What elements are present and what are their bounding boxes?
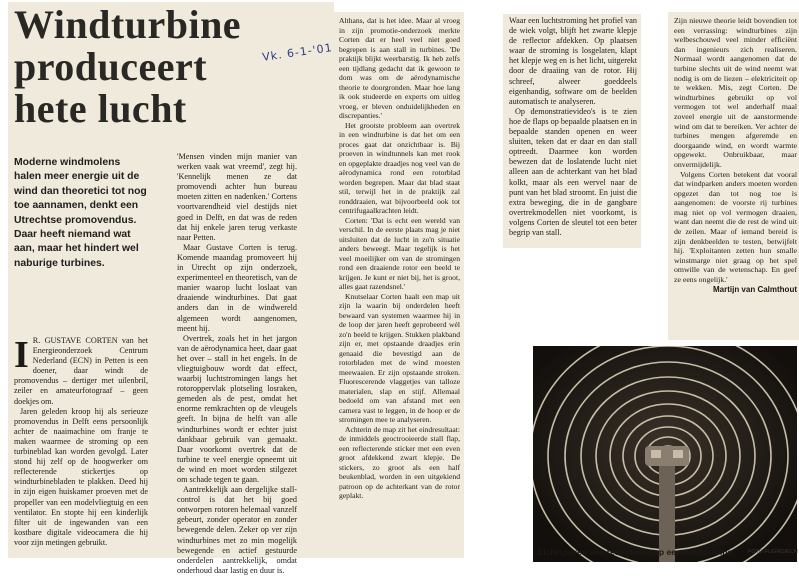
photo-credit: FOTO FUGRO/ECN (748, 549, 798, 555)
handwritten-date: Vk. 6-1-'01 (261, 41, 334, 64)
article-column-2 (177, 152, 297, 576)
photo-caption: Lichtsporen van reflectoren op een windturbine. (538, 547, 735, 557)
col4-paragraph-2: Op demonstratievideo's is te zien hoe de flaps op bepaalde plaatsen en in bepaalde standen openen en weer sluiten, teken dat er daar en dan stall optreedt. Daarmee kon worden bewezen dat de loslatende lucht niet alleen aan de achterkant van het blad kolkt, maar als een wervel naar de punt van het blad stroomt. En juist die extra beweging, die in de gangbare overtrekmodellen niet voorkomt, is volgens Corten de sleutel tot een beter begrip van stall. (509, 106, 637, 237)
col2-paragraph-2: Maar Gustave Corten is terug. Komende maandag promoveert hij in Utrecht op zijn onderzoek, experimenteel en theoretisch, van de manier waarop lucht loslaat van draaiende windturbines. Dat gaat anders dan in de windwereld algemeen wordt aangenomen, meent hij. (177, 242, 297, 333)
col4-paragraph-1: Waar een luchtstroming het profiel van de wiek volgt, blijft het zwarte klepje de reflector afdekken. Op plaatsen waar de stroming is losgelaten, klapt het klepje weg en is het licht, uitgerekt door de draaiing van de rotor. Hij schreef, alweer goeddeels eigenhandig, software om de beelden automatisch te analyseren. (509, 16, 637, 106)
lead-paragraph: Moderne windmolens halen meer energie uit de wind dan theoretici tot nog toe aannamen, denkt een Utrechtse promovendus. Daar heeft niemand wat aan, maar het hindert wel naburige turbines. (14, 157, 147, 269)
headline (14, 4, 254, 130)
col3-paragraph-3: Corten: 'Dat is echt een wereld van verschil. In de eerste plaats mag je niet uitsluiten dat de lucht in zo'n situatie anders beweegt. Maar tegelijk is het veel moeilijker om van de stromingen rond een draaiende rotor een beeld te krijgen. Je kunt er niet bij, het is groot, alles gaat razendsnel.' (339, 215, 460, 291)
col3-paragraph-1: Althans, dat is het idee. Maar al vroeg in zijn promotie-onderzoek merkte Corten dat er heel veel niet goed begrepen is aan stall in turbines. 'De praktijk blijkt weerbarstig. Ik heb zelfs een tijdlang gedacht dat ik gewoon te dom was om de aërodynamische theorie te doorgronden. Maar hoe lang ik ook studeerde en experts om uitleg vroeg, er bleven onduidelijkheden en discrepanties.' (339, 16, 460, 120)
reflector-trails-image (533, 346, 797, 562)
col3-paragraph-4: Knutselaar Corten haalt een map uit zijn la waarin bij onderdelen heeft bewaard van systemen waarmee hij in de loop der jaren heeft geprobeerd wél zo'n beeld te krijgen. Stukken plakband zijn er, met opstaande draadjes erin genaaid die bevestigd aan de rotorbladen met de wind moesten meewaaien. Er zijn opstaande stroken. Fluorescerende vlaggetjes van talloze materialen, slap en stijf. Allemaal bedoeld om van afstand met een camera vast te leggen, in de hoop er de stromingen mee te analyseren. (339, 291, 460, 424)
dropcap: I (14, 334, 29, 376)
article-column-4 (509, 16, 637, 238)
headline-line-3: hete lucht (14, 86, 187, 131)
author-signature: Martijn van Calmthout (712, 284, 797, 294)
col1-paragraph-2: Jaren geleden kroop hij als serieuze promovendus in Delft eens persoonlijk achter de naaimachine om franje te maken waarmee de stroming op een turbineblad kan worden gevolgd. Later stond hij zelf op de hoogwerker om reflecterende stickertjes op windturbinebladen te plakken. Deed hij in zijn eigen huiskamer proeven met de propeller van een modelvliegtuig en een ventilator. En stopte hij een kinderlijk filter uit de ingewanden van een kostbare digitale videocamera die hij voor zijn metingen gebruikt. (14, 406, 148, 547)
col5-paragraph-2: Volgens Corten betekent dat vooral dat windparken anders moeten worden opgezet dan tot nog toe is aangenomen: de voorste rij turbines mag niet op vol vermogen draaien, want dan neemt die de rest de wind uit de zeilen. Maar of iemand bereid is zijn denkbeelden te testen, betwijfelt hij. 'Exploitanten zetten hun smalle winstmarge niet graag op het spel omwille van de wetenschap. En geef ze eens ongelijk.' (674, 169, 797, 285)
headline-line-1: Windturbine (14, 2, 242, 47)
turbine-photo (533, 346, 797, 562)
col2-paragraph-1: 'Mensen vinden mijn manier van werken vaak wat vreemd', zegt hij. 'Kennelijk menen ze dat promovendi achter hun bureau moeten zitten en nadenken.' Cortens voortvarendheid viel destijds niet goed in Delft, en dat was de reden dat hij enkele jaren terug verkaste naar Petten. (177, 152, 297, 242)
headline-line-2: produceert (14, 44, 208, 89)
article-column-5 (674, 16, 797, 294)
col2-paragraph-3: Overtrek, zoals het in het jargon van de aërodynamica heet, daar gaat het over – stall in het engels. In de vliegtuigbouw wordt dat effect, waarbij luchtstromingen langs het rotoroppervlak plotseling losraken, gemeden als de pest, omdat het enorme remkrachten op de vleugels geeft. In bijna de helft van alle windturbines wordt er echter juist dankbaar gebruik van gemaakt. Daar voorkomt overtrek dat de turbine te veel energie opneemt uit de wind en moet worden stilgezet om schade tegen te gaan. (177, 333, 297, 484)
col3-paragraph-2: Het grootste probleem aan overtrek in een windturbine is dat het om een proces gaat dat onzichtbaar is. Bij proeven in windtunnels kan met rook en opgeplakte draadjes nog veel van de aërodynamica rond een rotorblad worden begrepen. Maar dat blad staat stil, terwijl het in de praktijk zal ronddraaien, wat bijvoorbeeld ook tot centrifugaalkrachten leidt. (339, 120, 460, 215)
col3-paragraph-5: Achterin de map zit het eindresultaat: de inmiddels geoctrooieerde stall flap, een reflecterende sticker met een even groot afdekkend zwart klepje. De stickers, zo groot als een half beukenblad, worden in een uitgekiend patroon op de achterkant van de rotor geplakt. (339, 424, 460, 500)
article-column-1 (14, 336, 148, 548)
col5-paragraph-1: Zijn nieuwe theorie leidt bovendien tot een verrassing: windturbines zijn welbeschouwd veel minder efficiënt dan ingenieurs zich realiseren. Normaal wordt aangenomen dat de turbine slechts uit de wind neemt wat nodig is om de liezen – elektriciteit op te wekken. Mis, zegt Corten. De windturbines gebruikt op vol vermogen tot wel anderhalf maal zoveel energie uit de aanstormende wind om dat te bereiken. Ver achter de turbines mengen afgeremde en doorgaande wind, en wordt warmte opgewekt. Onbruikbaar, maar onvermijdelijk. (674, 16, 797, 169)
article-column-3 (339, 16, 460, 501)
col2-paragraph-4: Aantrekkelijk aan dergelijke stall-control is dat het bij goed ontworpen rotoren helemaal vanzelf gebeurt, zonder operator en zonder bewegende delen. Zeker op ver zijn windturbines met zo min mogelijk bewegende en actief gestuurde onderdelen aantrekkelijk, omdat onderhoud daar lastig en duur is. (177, 485, 297, 575)
col1-paragraph-1: R. GUSTAVE CORTEN van het Energieonderzoek Centrum Nederland (ECN) in Petten is een doener, daar windt de promovendus – dertiger met uilenbril, zeiler en amateurfotograaf – geen doekjes om. (14, 336, 148, 406)
